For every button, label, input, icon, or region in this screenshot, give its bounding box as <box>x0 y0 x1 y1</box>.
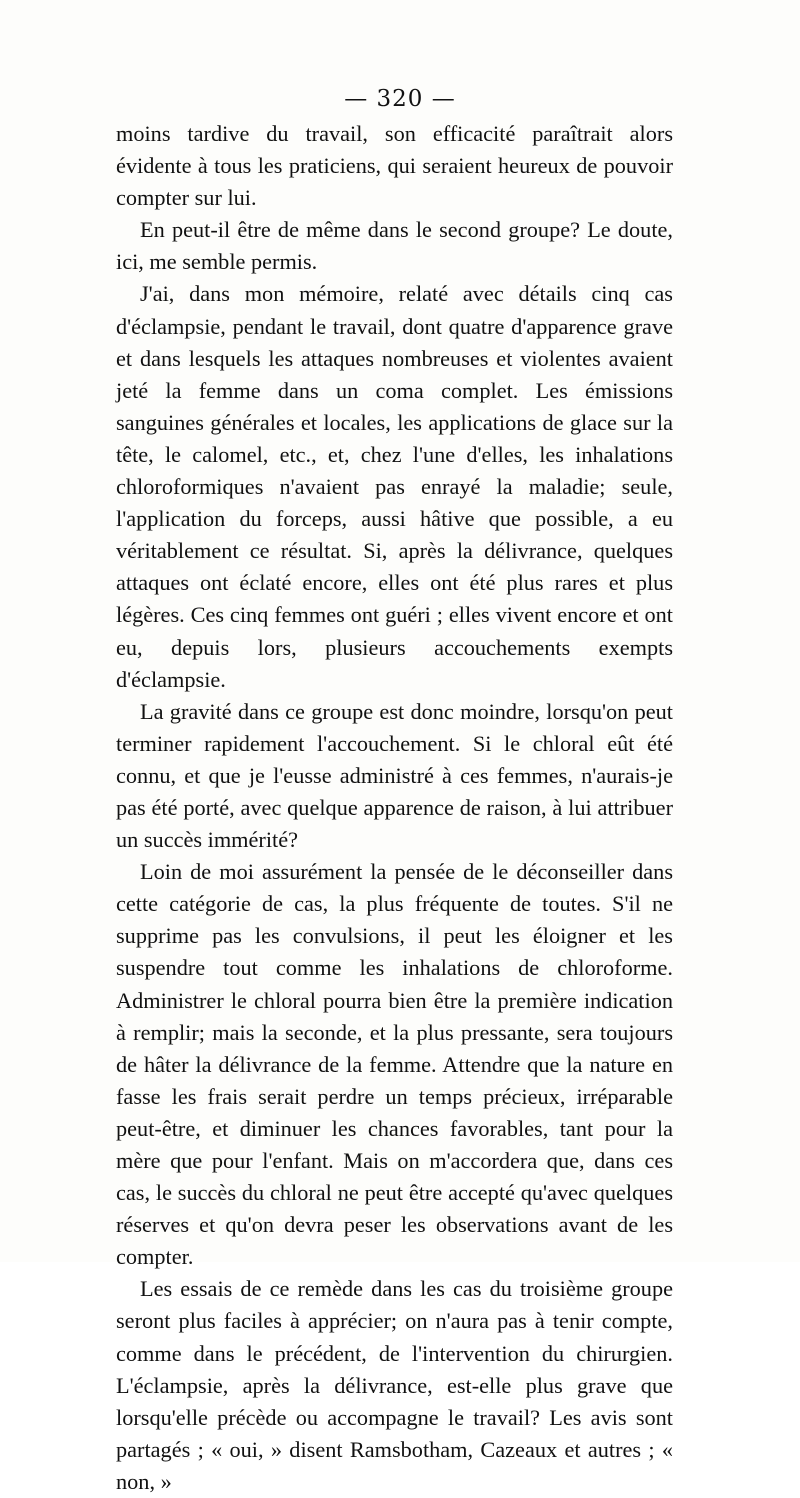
paragraph: Les essais de ce remède dans les cas du troisième groupe seront plus faciles à apprécier; on n'aura pas à tenir compte, comme dans le précédent, de l'intervention du chirurgien. L'éclampsie, après la délivrance, est-elle plus grave que lorsqu'elle précède ou accompagne le travail? Les avis sont partagés ; « oui, » disent Ramsbotham, Cazeaux et autres ; « non, » <box>116 1276 673 1494</box>
paragraph: Loin de moi assurément la pensée de le déconseiller dans cette catégorie de cas, la plus fréquente de toutes. S'il ne supprime pas les convulsions, il peut les éloigner et les suspendre tout comme les inhalations de chloroforme. Administrer le chloral pourra bien être la première indication à remplir; mais la seconde, et la plus pressante, sera toujours de hâter la délivrance de la femme. Attendre que la nature en fasse les frais serait perdre un temps précieux, irréparable peut-être, et diminuer les chances favorables, tant pour la mère que pour l'enfant. Mais on m'accordera que, dans ces cas, le succès du chloral ne peut être accepté qu'avec quelques réserves et qu'on devra peser les observations avant de les compter. <box>116 859 673 1270</box>
paragraph: moins tardive du travail, son efficacité paraîtrait alors évidente à tous les praticiens, qui seraient heureux de pouvoir compter sur lui. <box>116 121 673 211</box>
page-number: — 320 — <box>344 86 456 112</box>
body-text <box>116 118 673 1498</box>
paragraph: La gravité dans ce groupe est donc moindre, lorsqu'on peut terminer rapidement l'accouchement. Si le chloral eût été connu, et que je l'eusse administré à ces femmes, n'aurais-je pas été porté, avec quelque apparence de raison, à lui attribuer un succès immérité? <box>116 698 673 853</box>
paragraph: En peut-il être de même dans le second groupe? Le doute, ici, me semble permis. <box>116 217 673 275</box>
paragraph: J'ai, dans mon mémoire, relaté avec détails cinq cas d'éclampsie, pendant le travail, dont quatre d'apparence grave et dans lesquels les attaques nombreuses et violentes avaient jeté la femme dans un coma complet. Les émissions sanguines générales et locales, les applications de glace sur la tête, le calomel, etc., et, chez l'une d'elles, les inhalations chloroformiques n'avaient pas enrayé la maladie; seule, l'application du forceps, aussi hâtive que possible, a eu véritablement ce résultat. Si, après la délivrance, quelques attaques ont éclaté encore, elles ont été plus rares et plus légères. Ces cinq femmes ont guéri ; elles vivent encore et ont eu, depuis lors, plusieurs accouchements exempts d'éclampsie. <box>116 281 673 692</box>
